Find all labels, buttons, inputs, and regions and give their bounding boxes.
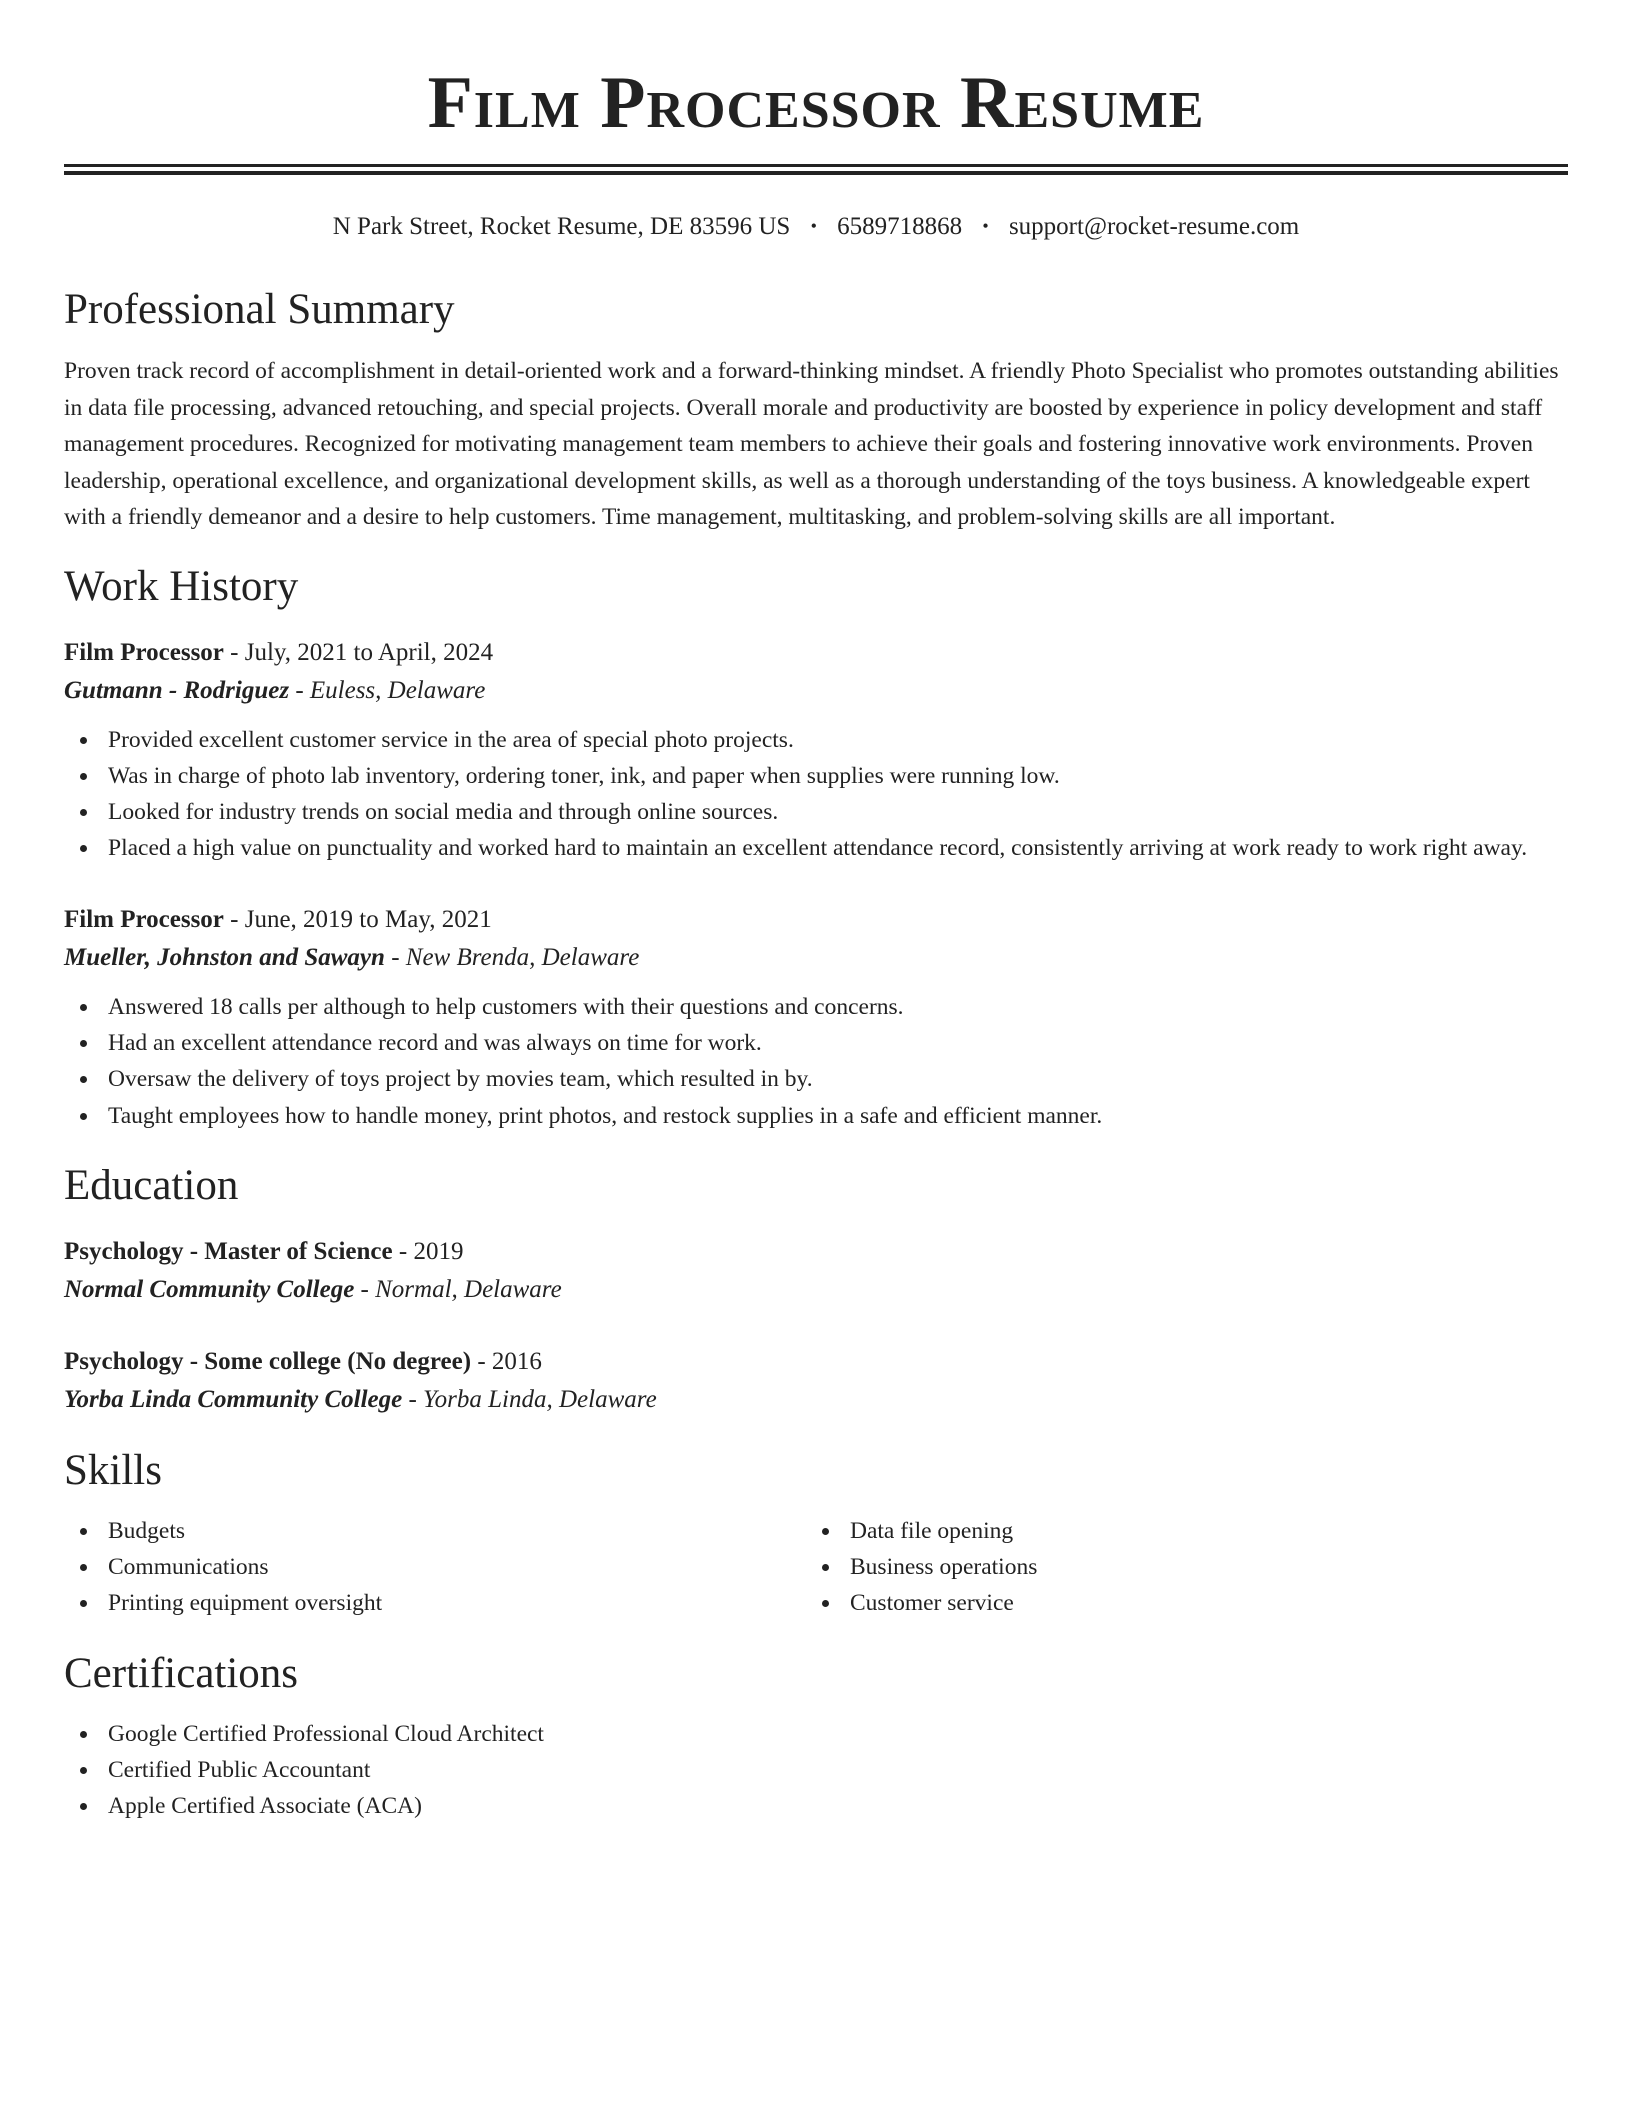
- job-bullets: [64, 989, 1568, 1134]
- skills-heading: Skills: [64, 1446, 162, 1494]
- job-company: Mueller, Johnston and Sawayn: [64, 943, 385, 971]
- job-company-line: [64, 672, 1568, 710]
- title-double-rule: [64, 164, 1568, 175]
- summary-heading: Professional Summary: [64, 286, 455, 333]
- education-school-line: [64, 1271, 1568, 1309]
- skills-column-left: [64, 1513, 806, 1622]
- skill-item: Communications: [108, 1549, 806, 1585]
- skills-list: [806, 1513, 1548, 1622]
- education-school: Yorba Linda Community College: [64, 1385, 403, 1413]
- job-title: Film Processor: [64, 905, 224, 933]
- skills-columns: [64, 1513, 1568, 1622]
- education-school: Normal Community College: [64, 1275, 355, 1303]
- contact-separator: •: [810, 216, 817, 236]
- job-bullet: Oversaw the delivery of toys project by movies team, which resulted in by.: [108, 1061, 1568, 1097]
- certification-item: Certified Public Accountant: [108, 1752, 1568, 1788]
- certification-item: Apple Certified Associate (ACA): [108, 1788, 1568, 1824]
- job-title-line: [64, 901, 1568, 939]
- skill-item: Budgets: [108, 1513, 806, 1549]
- job-bullet: Was in charge of photo lab inventory, ordering toner, ink, and paper when supplies were running low.: [108, 758, 1568, 794]
- contact-address: N Park Street, Rocket Resume, DE 83596 US: [332, 213, 791, 240]
- education-degree-line: [64, 1233, 1568, 1271]
- job-entry: [64, 901, 1568, 1134]
- certifications-heading: Certifications: [64, 1649, 299, 1697]
- skill-item: Customer service: [850, 1585, 1548, 1621]
- contact-email: support@rocket-resume.com: [1008, 213, 1300, 240]
- education-degree-line: [64, 1343, 1568, 1381]
- job-entry: [64, 634, 1568, 867]
- education-location: - Yorba Linda, Delaware: [408, 1385, 657, 1413]
- job-location: - New Brenda, Delaware: [391, 943, 640, 971]
- education-entry: [64, 1233, 1568, 1309]
- job-dates: - July, 2021 to April, 2024: [230, 638, 494, 666]
- skill-item: Business operations: [850, 1549, 1548, 1585]
- certification-item: Google Certified Professional Cloud Architect: [108, 1716, 1568, 1752]
- skills-list: [64, 1513, 806, 1622]
- job-bullets: [64, 722, 1568, 867]
- job-bullet: Looked for industry trends on social media and through online sources.: [108, 794, 1568, 830]
- education-location: - Normal, Delaware: [360, 1275, 562, 1303]
- job-bullet: Taught employees how to handle money, print photos, and restock supplies in a safe and efficient manner.: [108, 1098, 1568, 1134]
- job-bullet: Placed a high value on punctuality and worked hard to maintain an excellent attendance record, consistently arriving at work ready to work right away.: [108, 830, 1568, 866]
- resume-title: Film Processor Resume: [427, 62, 1205, 144]
- education-heading: Education: [64, 1161, 239, 1209]
- job-bullet: Had an excellent attendance record and was always on time for work.: [108, 1025, 1568, 1061]
- education-year: - 2016: [477, 1347, 542, 1375]
- contact-line: [64, 209, 1568, 244]
- job-company-line: [64, 939, 1568, 977]
- job-dates: - June, 2019 to May, 2021: [230, 905, 492, 933]
- job-bullet: Provided excellent customer service in the area of special photo projects.: [108, 722, 1568, 758]
- contact-separator: •: [982, 216, 989, 236]
- certifications-list: [64, 1716, 1568, 1825]
- education-entry: [64, 1343, 1568, 1419]
- work-history-heading: Work History: [64, 562, 299, 610]
- job-company: Gutmann - Rodriguez: [64, 676, 290, 704]
- job-title: Film Processor: [64, 638, 224, 666]
- contact-phone: 6589718868: [837, 213, 963, 240]
- job-title-line: [64, 634, 1568, 672]
- skills-column-right: [806, 1513, 1548, 1622]
- education-year: - 2019: [398, 1237, 464, 1265]
- summary-text: Proven track record of accomplishment in detail-oriented work and a forward-thinking mindset. A friendly Photo Specialist who promotes outstanding abilities in data file processing, advanced retouching, and special projects. Overall morale and productivity are boosted by experience in policy development and staff management procedures. Recognized for motivating management team members to achieve their goals and fostering innovative work environments. Proven leadership, operational excellence, and organizational development skills, as well as a thorough understanding of the toys business. A knowledgeable expert with a friendly demeanor and a desire to help customers. Time management, multitasking, and problem-solving skills are all important.: [64, 358, 1559, 530]
- job-bullet: Answered 18 calls per although to help customers with their questions and concerns.: [108, 989, 1568, 1025]
- job-location: - Euless, Delaware: [295, 676, 486, 704]
- education-school-line: [64, 1381, 1568, 1419]
- education-degree: Psychology - Master of Science: [64, 1237, 393, 1265]
- skill-item: Printing equipment oversight: [108, 1585, 806, 1621]
- skill-item: Data file opening: [850, 1513, 1548, 1549]
- education-degree: Psychology - Some college (No degree): [64, 1347, 472, 1375]
